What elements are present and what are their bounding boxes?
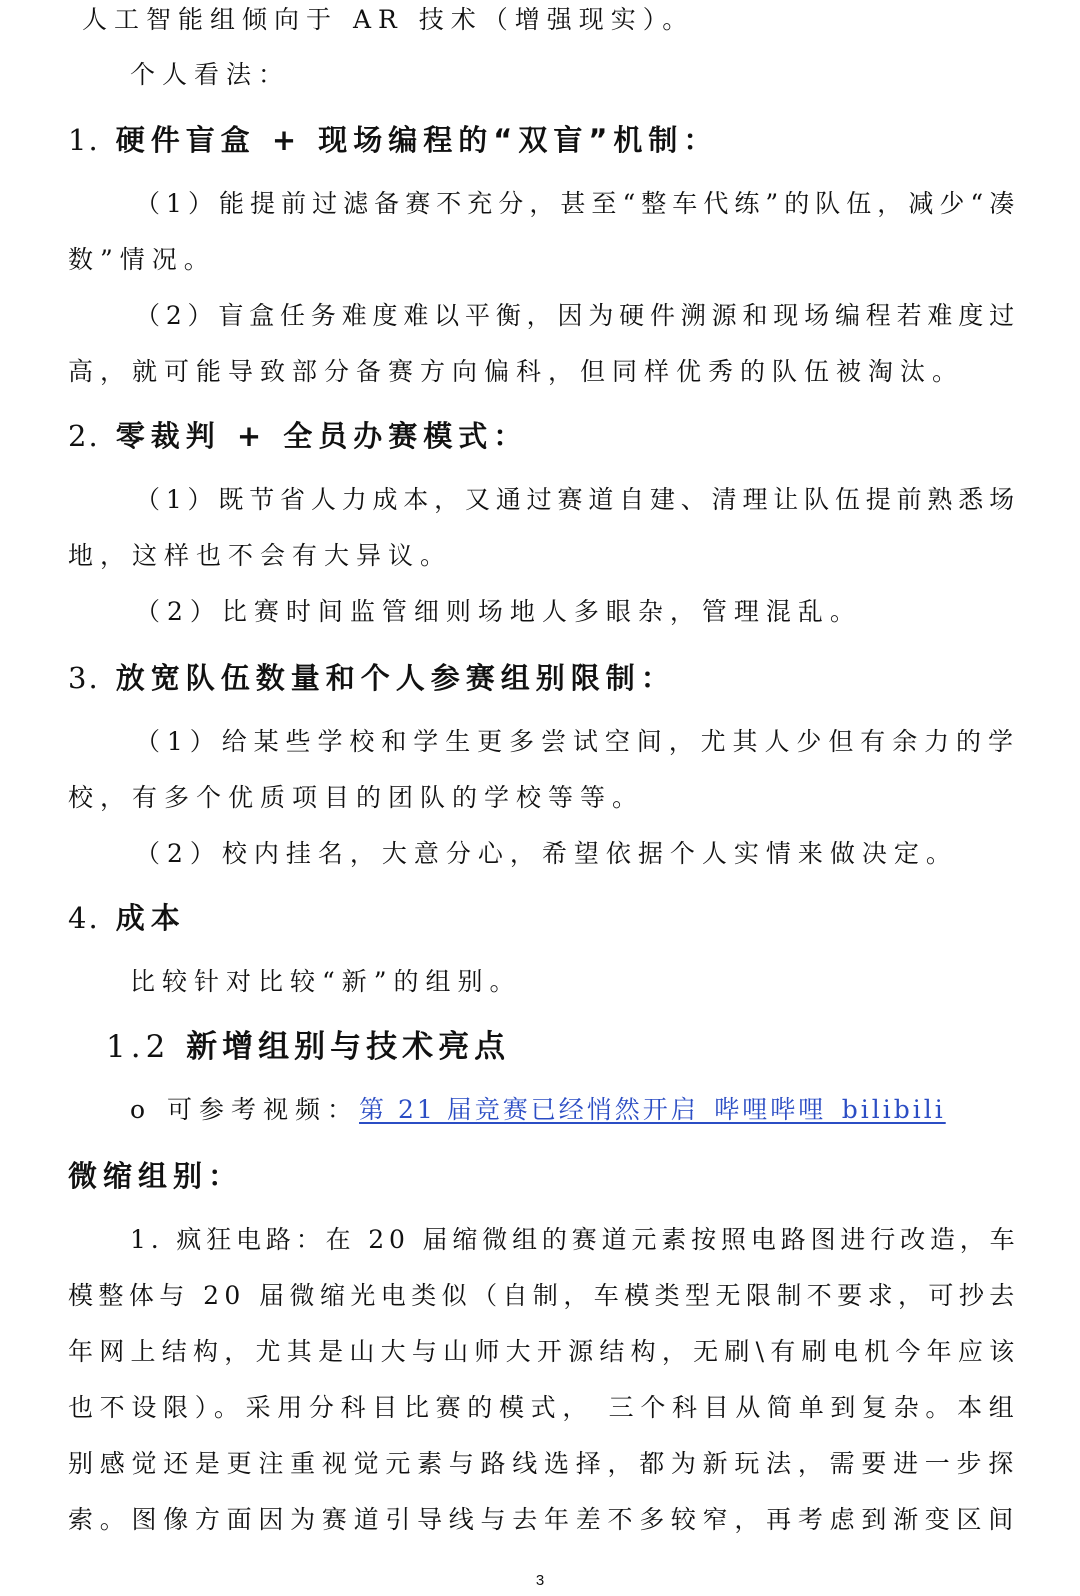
section-1-item-1-line-2: 数”情况。 (68, 245, 216, 274)
reference-line (130, 1092, 946, 1128)
reference-bullet: o (130, 1095, 153, 1124)
section-2-heading (68, 416, 528, 456)
micro-group-paragraph-line-3: 年网上结构，尤其是山大与山师大开源结构，无刷\有刷电机今年应该 (68, 1337, 1021, 1366)
micro-group-paragraph-line-2: 模整体与 20 届微缩光电类似（自制，车模类型无限制不要求，可抄去 (68, 1281, 1020, 1310)
section-2-number: 2. (68, 419, 100, 453)
section-2-item-2-line-1: （2）比赛时间监管细则场地人多眼杂，管理混乱。 (135, 597, 862, 626)
section-2-title: 零裁判 + 全员办赛模式： (115, 419, 529, 453)
section-1-item-2-line-2: 高，就可能导致部分备赛方向偏科，但同样优秀的队伍被淘汰。 (68, 357, 965, 386)
subsection-heading (106, 1026, 510, 1068)
micro-group-paragraph-line-6: 索。图像方面因为赛道引导线与去年差不多较窄，再考虑到渐变区间 (68, 1505, 1021, 1534)
section-1-number: 1. (68, 123, 100, 157)
section-1-item-1-line-1: （1）能提前过滤备赛不充分，甚至“整车代练”的队伍，减少“凑 (135, 189, 1021, 218)
section-4-heading (68, 898, 186, 938)
micro-group-heading: 微缩组别： (68, 1159, 244, 1193)
section-3-item-1-line-2: 校，有多个优质项目的团队的学校等等。 (68, 783, 645, 812)
subsection-title: 新增组别与技术亮点 (186, 1029, 511, 1065)
section-4-title: 成本 (115, 901, 186, 935)
micro-group-paragraph-line-5: 别感觉还是更注重视觉元素与路线选择，都为新玩法，需要进一步探 (68, 1449, 1021, 1478)
section-1-title: 硬件盲盒 + 现场编程的“双盲”机制： (115, 123, 719, 157)
section-1-item-2-line-1: （2）盲盒任务难度难以平衡，因为硬件溯源和现场编程若难度过 (135, 301, 1020, 330)
section-4-item-1-line-1: 比较针对比较“新”的组别。 (130, 967, 522, 996)
intro-line: 人工智能组倾向于 AR 技术（增强现实）。 (82, 5, 695, 34)
section-2-item-1-line-2: 地，这样也不会有大异议。 (68, 541, 453, 570)
section-3-number: 3. (68, 661, 100, 695)
section-3-heading (68, 658, 676, 698)
subsection-number: 1.2 (106, 1029, 171, 1065)
bilibili-video-link[interactable]: 第 21 届竞赛已经悄然开启_哔哩哔哩_bilibili (359, 1095, 946, 1124)
micro-group-paragraph-line-4: 也不设限）。采用分科目比赛的模式， 三个科目从简单到复杂。本组 (68, 1393, 1021, 1422)
section-3-item-1-line-1: （1）给某些学校和学生更多尝试空间，尤其人少但有余力的学 (135, 727, 1020, 756)
section-4-number: 4. (68, 901, 100, 935)
section-2-item-1-line-1: （1）既节省人力成本，又通过赛道自建、清理让队伍提前熟悉场 (135, 485, 1020, 514)
page-number: 3 (535, 1572, 545, 1589)
reference-label: 可参考视频： (167, 1095, 360, 1124)
section-1-heading (68, 120, 718, 160)
section-3-item-2-line-1: （2）校内挂名，大意分心，希望依据个人实情来做决定。 (135, 839, 958, 868)
personal-opinion-label: 个人看法： (130, 60, 291, 89)
micro-group-paragraph-line-1: 1. 疯狂电路：在 20 届缩微组的赛道元素按照电路图进行改造，车 (130, 1225, 1020, 1254)
section-3-title: 放宽队伍数量和个人参赛组别限制： (115, 661, 676, 695)
